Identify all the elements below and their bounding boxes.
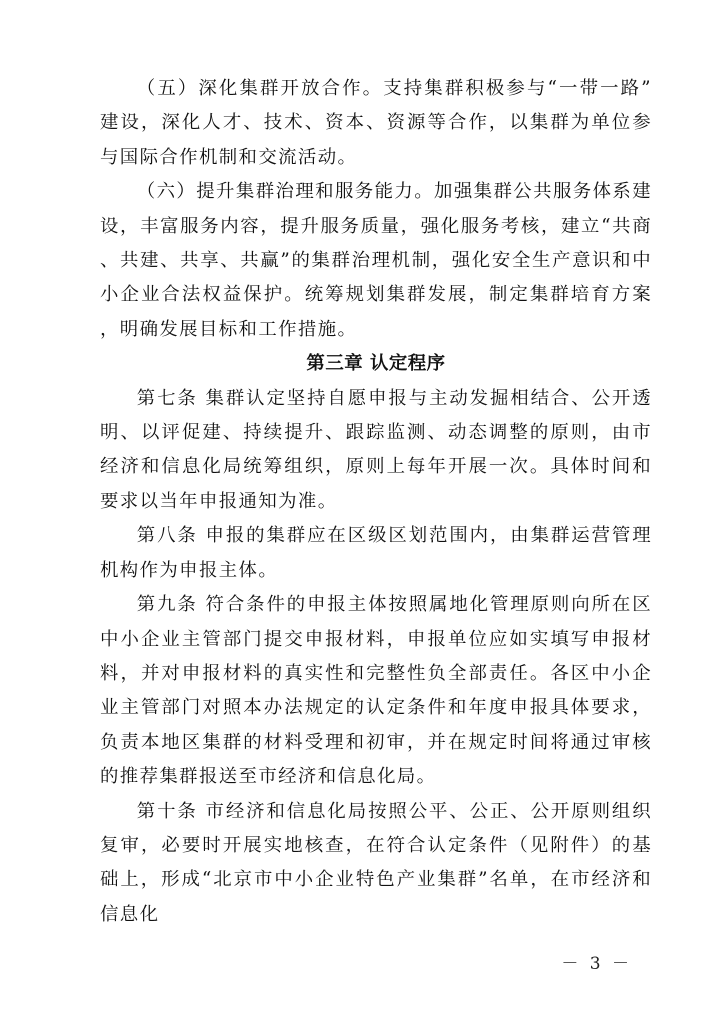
document-body [100,72,652,932]
chapter-heading: 第三章 认定程序 [306,353,446,375]
article-10: 第十条 市经济和信息化局按照公平、公正、公开原则组织复审，必要时开展实地核查，在符合认定条件（见附件）的基础上，形成“北京市中小企业特色产业集群”名单，在市经济和信息化 [100,800,652,925]
paragraph-governance-service: （六）提升集群治理和服务能力。加强集群公共服务体系建设，丰富服务内容，提升服务质量，强化服务考核，建立“共商、共建、共享、共赢”的集群治理机制，强化安全生产意识和中小企业合法权益保护。统筹规划集群发展，制定集群培育方案，明确发展目标和工作措施。 [100,181,652,340]
article-9: 第九条 符合条件的申报主体按照属地化管理原则向所在区中小企业主管部门提交申报材料，申报单位应如实填写申报材料，并对申报材料的真实性和完整性负全部责任。各区中小企业主管部门对照本办法规定的认定条件和年度申报具体要求，负责本地区集群的材料受理和初审，并在规定时间将通过审核的推荐集群报送至市经济和信息化局。 [100,594,652,788]
article-7: 第七条 集群认定坚持自愿申报与主动发掘相结合、公开透明、以评促建、持续提升、跟踪监测、动态调整的原则，由市经济和信息化局统筹组织，原则上每年开展一次。具体时间和要求以当年申报通知为准。 [100,387,652,512]
page-number: － 3 － [561,954,632,974]
article-8: 第八条 申报的集群应在区级区划范围内，由集群运营管理机构作为申报主体。 [100,525,652,581]
paragraph-open-cooperation: （五）深化集群开放合作。支持集群积极参与“一带一路”建设，深化人才、技术、资本、资源等合作，以集群为单位参与国际合作机制和交流活动。 [100,78,652,168]
